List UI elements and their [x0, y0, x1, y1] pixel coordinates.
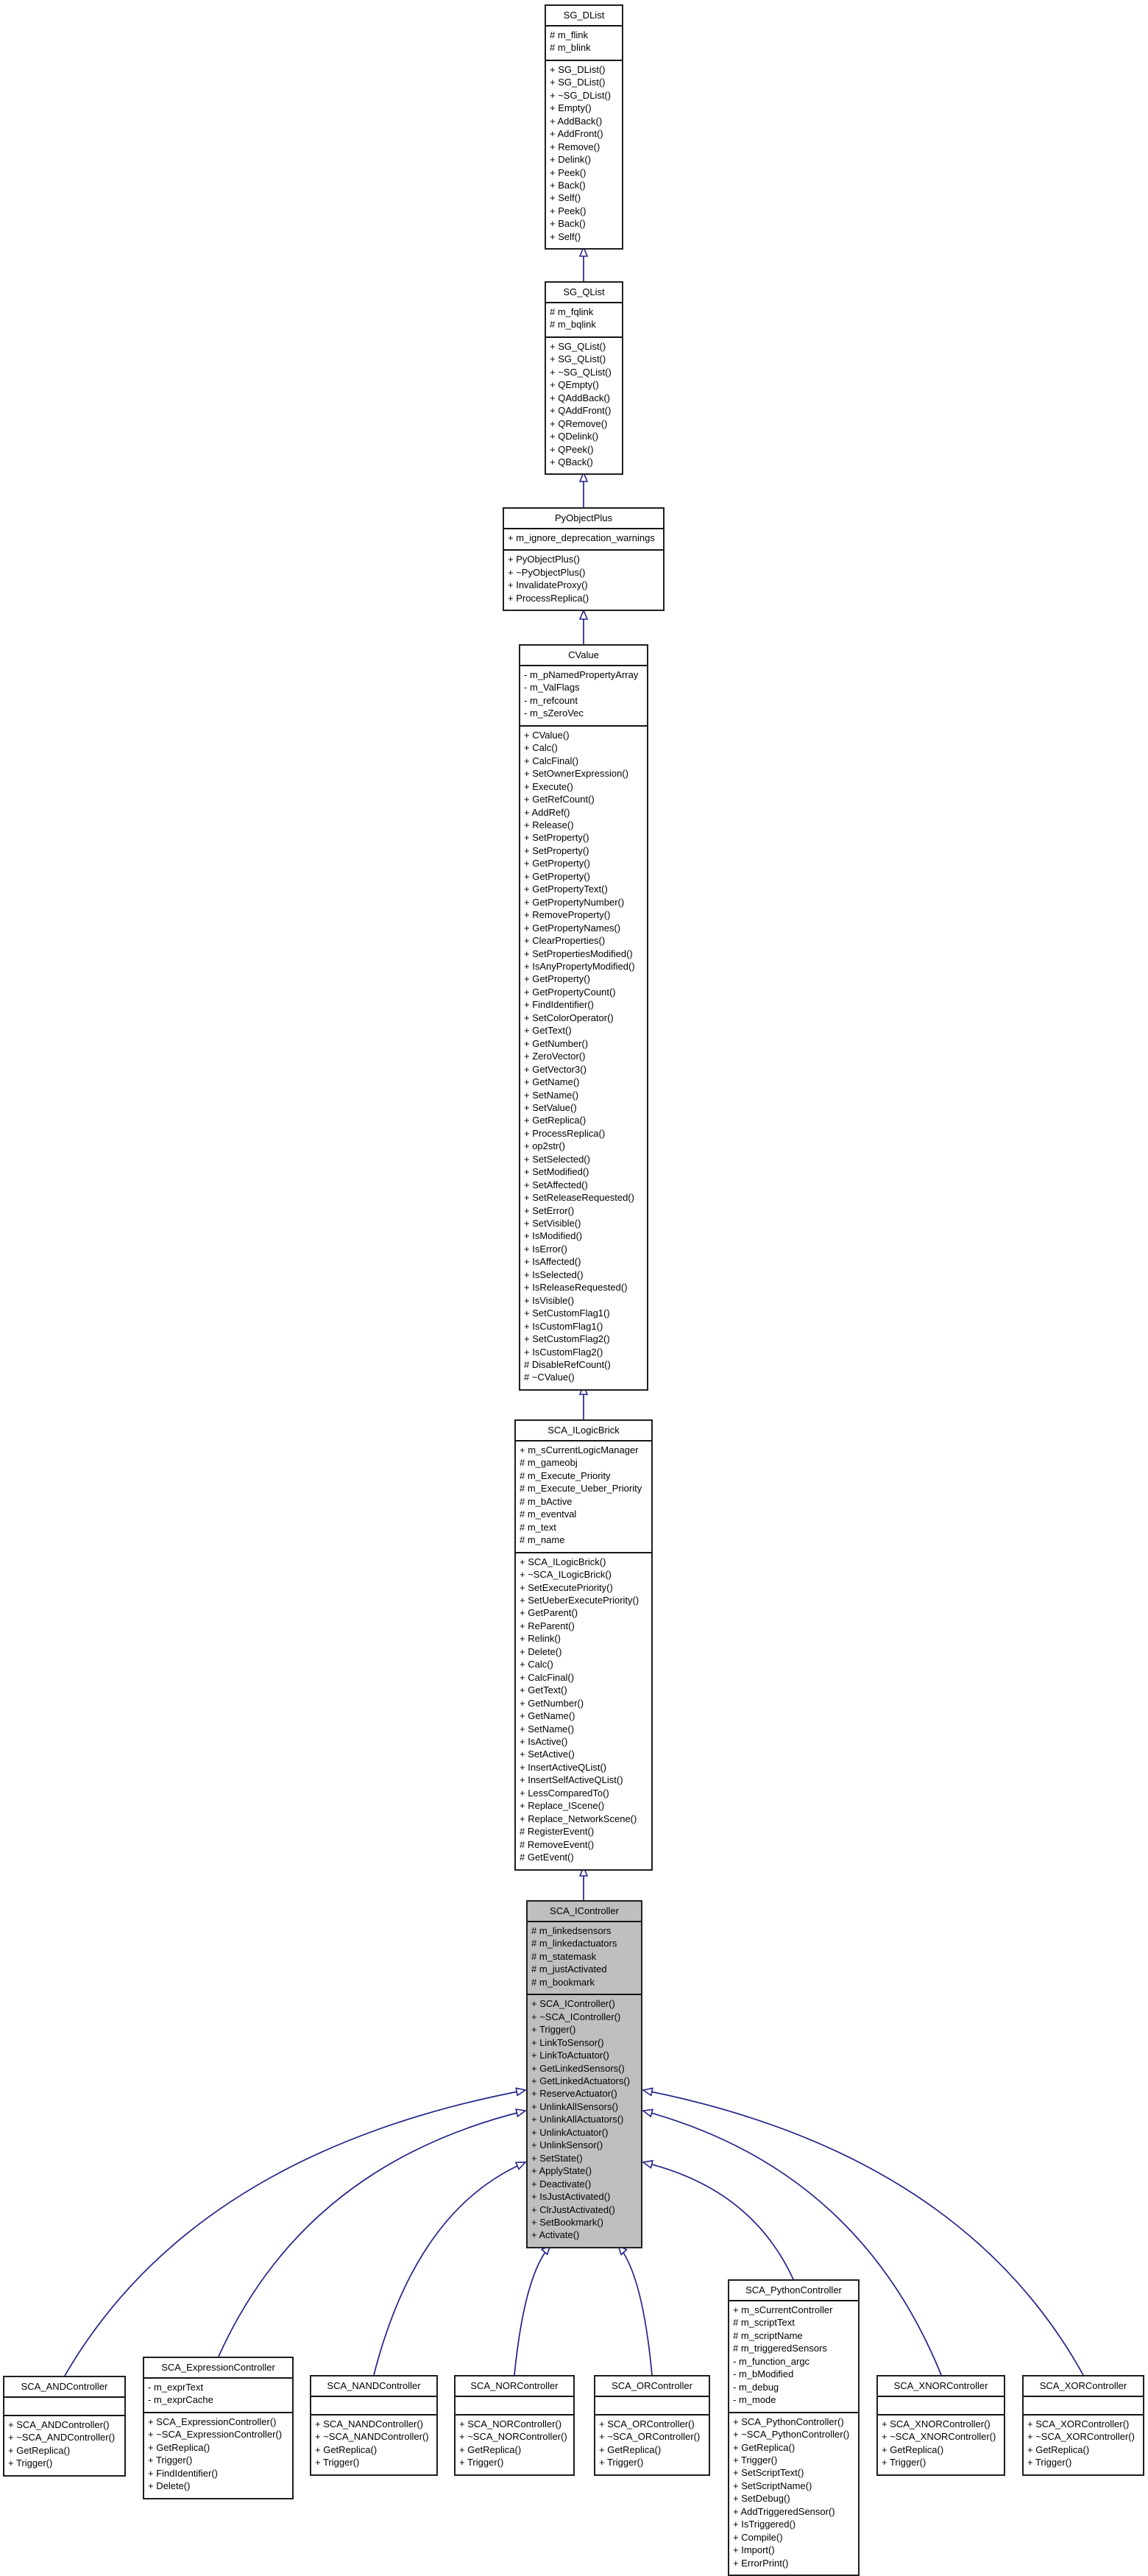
method-row: + SetState() — [531, 2152, 583, 2164]
method-row: + GetText() — [524, 1025, 572, 1037]
method-row: + CValue() — [524, 729, 570, 741]
inheritance-edge-SCA_ExpressionController-to-SCA_IController — [219, 2111, 525, 2357]
method-row: + GetReplica() — [599, 2443, 662, 2455]
class-node-SCA_ANDController[interactable] — [3, 2376, 126, 2477]
class-node-SCA_IController[interactable] — [526, 1900, 642, 2248]
method-row: + Delink() — [550, 154, 591, 166]
method-row: + IsCustomFlag2() — [524, 1346, 603, 1358]
attributes-compartment — [546, 303, 622, 336]
attribute-row: # m_bqlink — [550, 319, 596, 331]
method-row: + GetName() — [524, 1076, 580, 1088]
method-row: + SCA_PythonController() — [733, 2416, 844, 2427]
attributes-compartment — [456, 2397, 573, 2414]
method-row: + LinkToSensor() — [531, 2036, 604, 2048]
method-row: # ~CValue() — [524, 1372, 575, 1383]
method-row: + Delete() — [148, 2480, 191, 2492]
attributes-compartment — [528, 1922, 641, 1994]
method-row: + Relink() — [520, 1633, 561, 1645]
method-row: + QAddBack() — [550, 392, 611, 403]
method-row: + SetExecutePriority() — [520, 1581, 613, 1593]
method-row: + SetDebug() — [733, 2493, 790, 2505]
method-row: + Self() — [550, 230, 581, 242]
method-row: + Peek() — [550, 205, 587, 216]
method-row: + SCA_IController() — [531, 1998, 615, 2010]
method-row: + SetActive() — [520, 1748, 575, 1760]
method-row: + GetNumber() — [520, 1697, 584, 1709]
method-row: + ClearProperties() — [524, 935, 606, 947]
method-row: + ~PyObjectPlus() — [508, 566, 586, 578]
method-row: + InsertSelfActiveQList() — [520, 1774, 623, 1786]
class-node-SCA_XORController[interactable] — [1022, 2375, 1144, 2476]
attributes-compartment — [520, 666, 647, 725]
method-row: + Calc() — [520, 1659, 553, 1670]
method-row: + ~SCA_NORController() — [459, 2431, 567, 2443]
method-row: + ~SCA_XORController() — [1027, 2431, 1135, 2443]
attribute-row: # m_scriptText — [733, 2317, 795, 2329]
class-node-SCA_NANDController[interactable] — [310, 2375, 438, 2476]
attributes-compartment — [878, 2397, 1004, 2414]
methods-compartment — [311, 2414, 436, 2474]
method-row: + UnlinkSensor() — [531, 2139, 603, 2151]
method-row: + ~SCA_PythonController() — [733, 2429, 850, 2441]
method-row: + SCA_ORController() — [599, 2418, 695, 2429]
attribute-row: # m_triggeredSensors — [733, 2343, 827, 2354]
method-row: + Delete() — [520, 1645, 562, 1657]
method-row: + LinkToActuator() — [531, 2050, 609, 2061]
method-row: + Trigger() — [148, 2455, 193, 2466]
class-title[interactable]: SG_QList — [546, 283, 622, 303]
attribute-row: # m_fqlink — [550, 306, 594, 317]
class-title[interactable]: SCA_XNORController — [878, 2376, 1004, 2397]
method-row: + GetLinkedSensors() — [531, 2062, 625, 2074]
method-row: + Import() — [733, 2544, 775, 2556]
class-title[interactable]: SCA_PythonController — [729, 2281, 858, 2301]
attribute-row: # m_linkedactuators — [531, 1938, 617, 1949]
attribute-row: + m_sCurrentController — [733, 2304, 833, 2315]
methods-compartment — [595, 2414, 709, 2474]
class-node-SCA_ILogicBrick[interactable] — [514, 1419, 653, 1871]
methods-compartment — [729, 2412, 858, 2575]
method-row: + UnlinkAllActuators() — [531, 2114, 624, 2125]
method-row: + AddBack() — [550, 115, 603, 127]
attribute-row: # m_name — [520, 1534, 565, 1546]
method-row: + SetCustomFlag1() — [524, 1308, 610, 1319]
method-row: + ClrJustActivated() — [531, 2203, 615, 2215]
method-row: # GetEvent() — [520, 1852, 574, 1863]
attribute-row: # m_flink — [550, 29, 589, 40]
method-row: # RegisterEvent() — [520, 1826, 595, 1838]
method-row: + GetName() — [520, 1710, 575, 1722]
method-row: + SetProperty() — [524, 844, 589, 856]
attribute-row: - m_exprText — [148, 2382, 204, 2393]
method-row: + GetText() — [520, 1684, 567, 1696]
method-row: + GetLinkedActuators() — [531, 2075, 631, 2086]
method-row: + Back() — [550, 218, 586, 230]
method-row: + Replace_IScene() — [520, 1800, 605, 1812]
attribute-row: - m_sZeroVec — [524, 707, 584, 719]
method-row: + ApplyState() — [531, 2165, 592, 2177]
attribute-row: - m_pNamedPropertyArray — [524, 669, 639, 680]
method-row: + FindIdentifier() — [524, 999, 595, 1011]
method-row: + ~SG_QList() — [550, 366, 612, 378]
attribute-row: - m_bModified — [733, 2368, 794, 2380]
method-row: + ~SCA_ILogicBrick() — [520, 1569, 612, 1581]
attributes-compartment — [4, 2398, 124, 2415]
method-row: + Trigger() — [459, 2457, 504, 2469]
class-node-SCA_ORController[interactable] — [594, 2375, 710, 2476]
method-row: # DisableRefCount() — [524, 1359, 611, 1371]
method-row: + Trigger() — [599, 2457, 644, 2469]
method-row: + ProcessReplica() — [524, 1127, 606, 1139]
method-row: + GetPropertyCount() — [524, 986, 616, 998]
method-row: + SetCustomFlag2() — [524, 1333, 610, 1345]
attribute-row: # m_linkedsensors — [531, 1925, 612, 1936]
method-row: + SetModified() — [524, 1166, 589, 1178]
method-row: + ~SCA_ANDController() — [8, 2432, 116, 2443]
method-row: + QAddFront() — [550, 405, 612, 417]
method-row: + FindIdentifier() — [148, 2467, 219, 2479]
method-row: + SetError() — [524, 1204, 575, 1216]
method-row: + IsError() — [524, 1243, 567, 1255]
method-row: + Execute() — [524, 780, 573, 792]
method-row: + AddRef() — [524, 806, 570, 818]
method-row: + ~SCA_IController() — [531, 2011, 621, 2022]
class-title[interactable]: SCA_ORController — [595, 2376, 709, 2397]
method-row: + Calc() — [524, 742, 558, 754]
methods-compartment — [546, 336, 622, 474]
method-row: + SetBookmark() — [531, 2216, 603, 2228]
method-row: + Peek() — [550, 166, 587, 178]
method-row: + ~SCA_XNORController() — [882, 2431, 996, 2443]
class-title[interactable]: SCA_ANDController — [4, 2377, 124, 2398]
method-row: + InsertActiveQList() — [520, 1761, 607, 1773]
method-row: + SCA_ExpressionController() — [148, 2416, 277, 2427]
class-node-SCA_ExpressionController[interactable] — [143, 2357, 294, 2499]
method-row: + SetAffected() — [524, 1179, 588, 1190]
method-row: + SetVisible() — [524, 1218, 581, 1229]
method-row: + GetRefCount() — [524, 794, 595, 805]
method-row: + ProcessReplica() — [508, 592, 589, 604]
attribute-row: # m_scriptName — [733, 2329, 803, 2341]
methods-compartment — [520, 725, 647, 1389]
attribute-row: # m_Execute_Ueber_Priority — [520, 1483, 642, 1495]
class-node-SG_DList[interactable] — [545, 4, 623, 250]
method-row: + SetSelected() — [524, 1153, 590, 1165]
attribute-row: - m_refcount — [524, 694, 578, 706]
method-row: + SetValue() — [524, 1101, 577, 1113]
inheritance-edge-SCA_NANDController-to-SCA_IController — [374, 2162, 525, 2375]
class-node-SCA_PythonController[interactable] — [728, 2279, 860, 2576]
method-row: + Compile() — [733, 2531, 783, 2543]
attribute-row: # m_justActivated — [531, 1963, 607, 1975]
method-row: + UnlinkAllSensors() — [531, 2100, 619, 2112]
method-row: + SetColorOperator() — [524, 1012, 614, 1023]
method-row: + CalcFinal() — [520, 1671, 575, 1683]
method-row: + IsCustomFlag1() — [524, 1320, 603, 1332]
method-row: + GetVector3() — [524, 1063, 587, 1075]
method-row: + QEmpty() — [550, 379, 599, 391]
method-row: + CalcFinal() — [524, 755, 579, 766]
method-row: + QRemove() — [550, 417, 608, 429]
inheritance-edge-SCA_PythonController-to-SCA_IController — [643, 2162, 793, 2279]
method-row: + ReParent() — [520, 1620, 575, 1631]
class-node-SCA_XNORController[interactable] — [876, 2375, 1005, 2476]
method-row: # RemoveEvent() — [520, 1838, 595, 1850]
class-title[interactable]: SCA_NORController — [456, 2376, 573, 2397]
method-row: + InvalidateProxy() — [508, 579, 588, 591]
method-row: + Remove() — [550, 141, 600, 152]
method-row: + GetReplica() — [459, 2443, 522, 2455]
method-row: + SCA_NORController() — [459, 2418, 562, 2429]
method-row: + Trigger() — [733, 2454, 778, 2466]
method-row: + GetReplica() — [8, 2444, 71, 2456]
method-row: + SetScriptName() — [733, 2480, 812, 2491]
methods-compartment — [528, 1994, 641, 2247]
method-row: + SetProperty() — [524, 832, 589, 844]
attributes-compartment — [311, 2397, 436, 2414]
attributes-compartment — [516, 1441, 651, 1552]
methods-compartment — [4, 2415, 124, 2475]
method-row: + AddTriggeredSensor() — [733, 2505, 835, 2517]
method-row: + GetProperty() — [524, 973, 590, 985]
class-node-SCA_NORController[interactable] — [454, 2375, 575, 2476]
methods-compartment — [878, 2414, 1004, 2474]
method-row: + GetReplica() — [733, 2441, 796, 2453]
method-row: + Self() — [550, 192, 581, 204]
method-row: + GetPropertyNumber() — [524, 896, 625, 908]
methods-compartment — [456, 2414, 573, 2474]
attribute-row: - m_ValFlags — [524, 682, 580, 694]
attribute-row: # m_statemask — [531, 1950, 597, 1962]
method-row: + QBack() — [550, 456, 593, 467]
method-row: + Empty() — [550, 102, 592, 114]
method-row: + GetReplica() — [315, 2443, 378, 2455]
methods-compartment — [516, 1552, 651, 1869]
method-row: + SCA_NANDController() — [315, 2418, 424, 2429]
method-row: + PyObjectPlus() — [508, 554, 580, 565]
method-row: + GetReplica() — [148, 2441, 210, 2453]
method-row: + GetReplica() — [882, 2443, 944, 2455]
method-row: + SCA_ANDController() — [8, 2419, 110, 2430]
class-node-SG_QList[interactable] — [545, 281, 623, 475]
method-row: + ~SCA_ExpressionController() — [148, 2429, 283, 2441]
attribute-row: # m_bActive — [520, 1495, 573, 1507]
method-row: + GetNumber() — [524, 1037, 589, 1049]
method-row: + IsSelected() — [524, 1268, 584, 1280]
method-row: + ReserveActuator() — [531, 2088, 617, 2100]
attribute-row: # m_eventval — [520, 1508, 577, 1520]
methods-compartment — [546, 60, 622, 248]
attribute-row: # m_bookmark — [531, 1976, 595, 1988]
attribute-row: + m_sCurrentLogicManager — [520, 1444, 639, 1455]
attribute-row: # m_text — [520, 1521, 556, 1533]
method-row: + GetReplica() — [1027, 2443, 1090, 2455]
method-row: + IsAnyPropertyModified() — [524, 960, 635, 972]
method-row: + SG_QList() — [550, 353, 606, 365]
method-row: + Deactivate() — [531, 2178, 592, 2189]
class-node-CValue[interactable] — [519, 644, 648, 1391]
method-row: + SetUeberExecutePriority() — [520, 1594, 639, 1606]
method-row: + Back() — [550, 179, 586, 191]
methods-compartment — [1024, 2414, 1143, 2474]
inheritance-edge-SCA_ORController-to-SCA_IController — [618, 2245, 652, 2375]
class-title[interactable]: PyObjectPlus — [504, 509, 663, 529]
method-row: + IsAffected() — [524, 1256, 581, 1268]
method-row: + Release() — [524, 819, 574, 830]
method-row: + RemoveProperty() — [524, 909, 611, 921]
method-row: + IsTriggered() — [733, 2519, 796, 2530]
attribute-row: - m_mode — [733, 2394, 776, 2406]
class-title[interactable]: SCA_NANDController — [311, 2376, 436, 2397]
class-title[interactable]: SCA_XORController — [1024, 2376, 1143, 2397]
method-row: + Trigger() — [1027, 2457, 1072, 2469]
inheritance-edge-SCA_NORController-to-SCA_IController — [514, 2245, 550, 2375]
method-row: + SCA_XORController() — [1027, 2418, 1130, 2429]
class-title[interactable]: CValue — [520, 646, 647, 666]
methods-compartment — [504, 549, 663, 610]
class-node-PyObjectPlus[interactable] — [503, 507, 665, 611]
class-title[interactable]: SG_DList — [546, 6, 622, 27]
attribute-row: - m_function_argc — [733, 2355, 810, 2367]
method-row: + IsReleaseRequested() — [524, 1282, 628, 1294]
methods-compartment — [144, 2412, 292, 2498]
method-row: + Trigger() — [531, 2024, 576, 2036]
class-title[interactable]: SCA_ILogicBrick — [516, 1421, 651, 1441]
method-row: + QPeek() — [550, 443, 594, 455]
method-row: + ~SG_DList() — [550, 89, 612, 101]
method-row: + SG_DList() — [550, 77, 606, 88]
inheritance-edge-SCA_ANDController-to-SCA_IController — [65, 2090, 525, 2376]
method-row: + SetName() — [524, 1089, 579, 1101]
attribute-row: # m_blink — [550, 42, 591, 54]
attribute-row: # m_gameobj — [520, 1457, 578, 1469]
method-row: + Replace_NetworkScene() — [520, 1813, 637, 1824]
method-row: + GetProperty() — [524, 870, 590, 882]
method-row: + SG_QList() — [550, 340, 606, 352]
method-row: + GetReplica() — [524, 1115, 587, 1126]
method-row: + op2str() — [524, 1140, 565, 1152]
method-row: + IsModified() — [524, 1230, 583, 1242]
method-row: + ~SCA_NANDController() — [315, 2431, 429, 2443]
method-row: + GetPropertyText() — [524, 883, 608, 895]
method-row: + IsJustActivated() — [531, 2191, 611, 2203]
method-row: + Trigger() — [8, 2457, 53, 2469]
method-row: + Trigger() — [882, 2457, 926, 2469]
attributes-compartment — [504, 529, 663, 549]
method-row: + SetPropertiesModified() — [524, 948, 633, 959]
method-row: + ZeroVector() — [524, 1051, 586, 1062]
method-row: + SetScriptText() — [733, 2467, 804, 2479]
attributes-compartment — [144, 2379, 292, 2412]
class-title[interactable]: SCA_ExpressionController — [144, 2358, 292, 2379]
attributes-compartment — [595, 2397, 709, 2414]
method-row: + GetProperty() — [524, 858, 590, 869]
method-row: + UnlinkActuator() — [531, 2126, 609, 2138]
method-row: + SetName() — [520, 1723, 575, 1735]
method-row: + IsVisible() — [524, 1294, 575, 1306]
attributes-compartment — [729, 2301, 858, 2412]
method-row: + IsActive() — [520, 1735, 568, 1747]
attribute-row: # m_Execute_Priority — [520, 1469, 611, 1481]
method-row: + SG_DList() — [550, 63, 606, 75]
method-row: + AddFront() — [550, 128, 603, 140]
method-row: + GetPropertyNames() — [524, 922, 621, 934]
method-row: + ~SCA_ORController() — [599, 2431, 701, 2443]
attributes-compartment — [1024, 2397, 1143, 2414]
attribute-row: - m_exprCache — [148, 2394, 213, 2406]
method-row: + SCA_ILogicBrick() — [520, 1556, 606, 1567]
method-row: + Trigger() — [315, 2457, 360, 2469]
method-row: + ErrorPrint() — [733, 2557, 789, 2569]
method-row: + SetOwnerExpression() — [524, 768, 628, 780]
method-row: + GetParent() — [520, 1607, 578, 1619]
class-title[interactable]: SCA_IController — [528, 1902, 641, 1922]
method-row: + LessComparedTo() — [520, 1787, 609, 1799]
method-row: + SetReleaseRequested() — [524, 1192, 634, 1204]
method-row: + Activate() — [531, 2229, 580, 2241]
attributes-compartment — [546, 27, 622, 60]
attribute-row: - m_debug — [733, 2381, 779, 2393]
method-row: + SCA_XNORController() — [882, 2418, 991, 2429]
attribute-row: + m_ignore_deprecation_warnings — [508, 532, 655, 543]
method-row: + QDelink() — [550, 431, 599, 442]
